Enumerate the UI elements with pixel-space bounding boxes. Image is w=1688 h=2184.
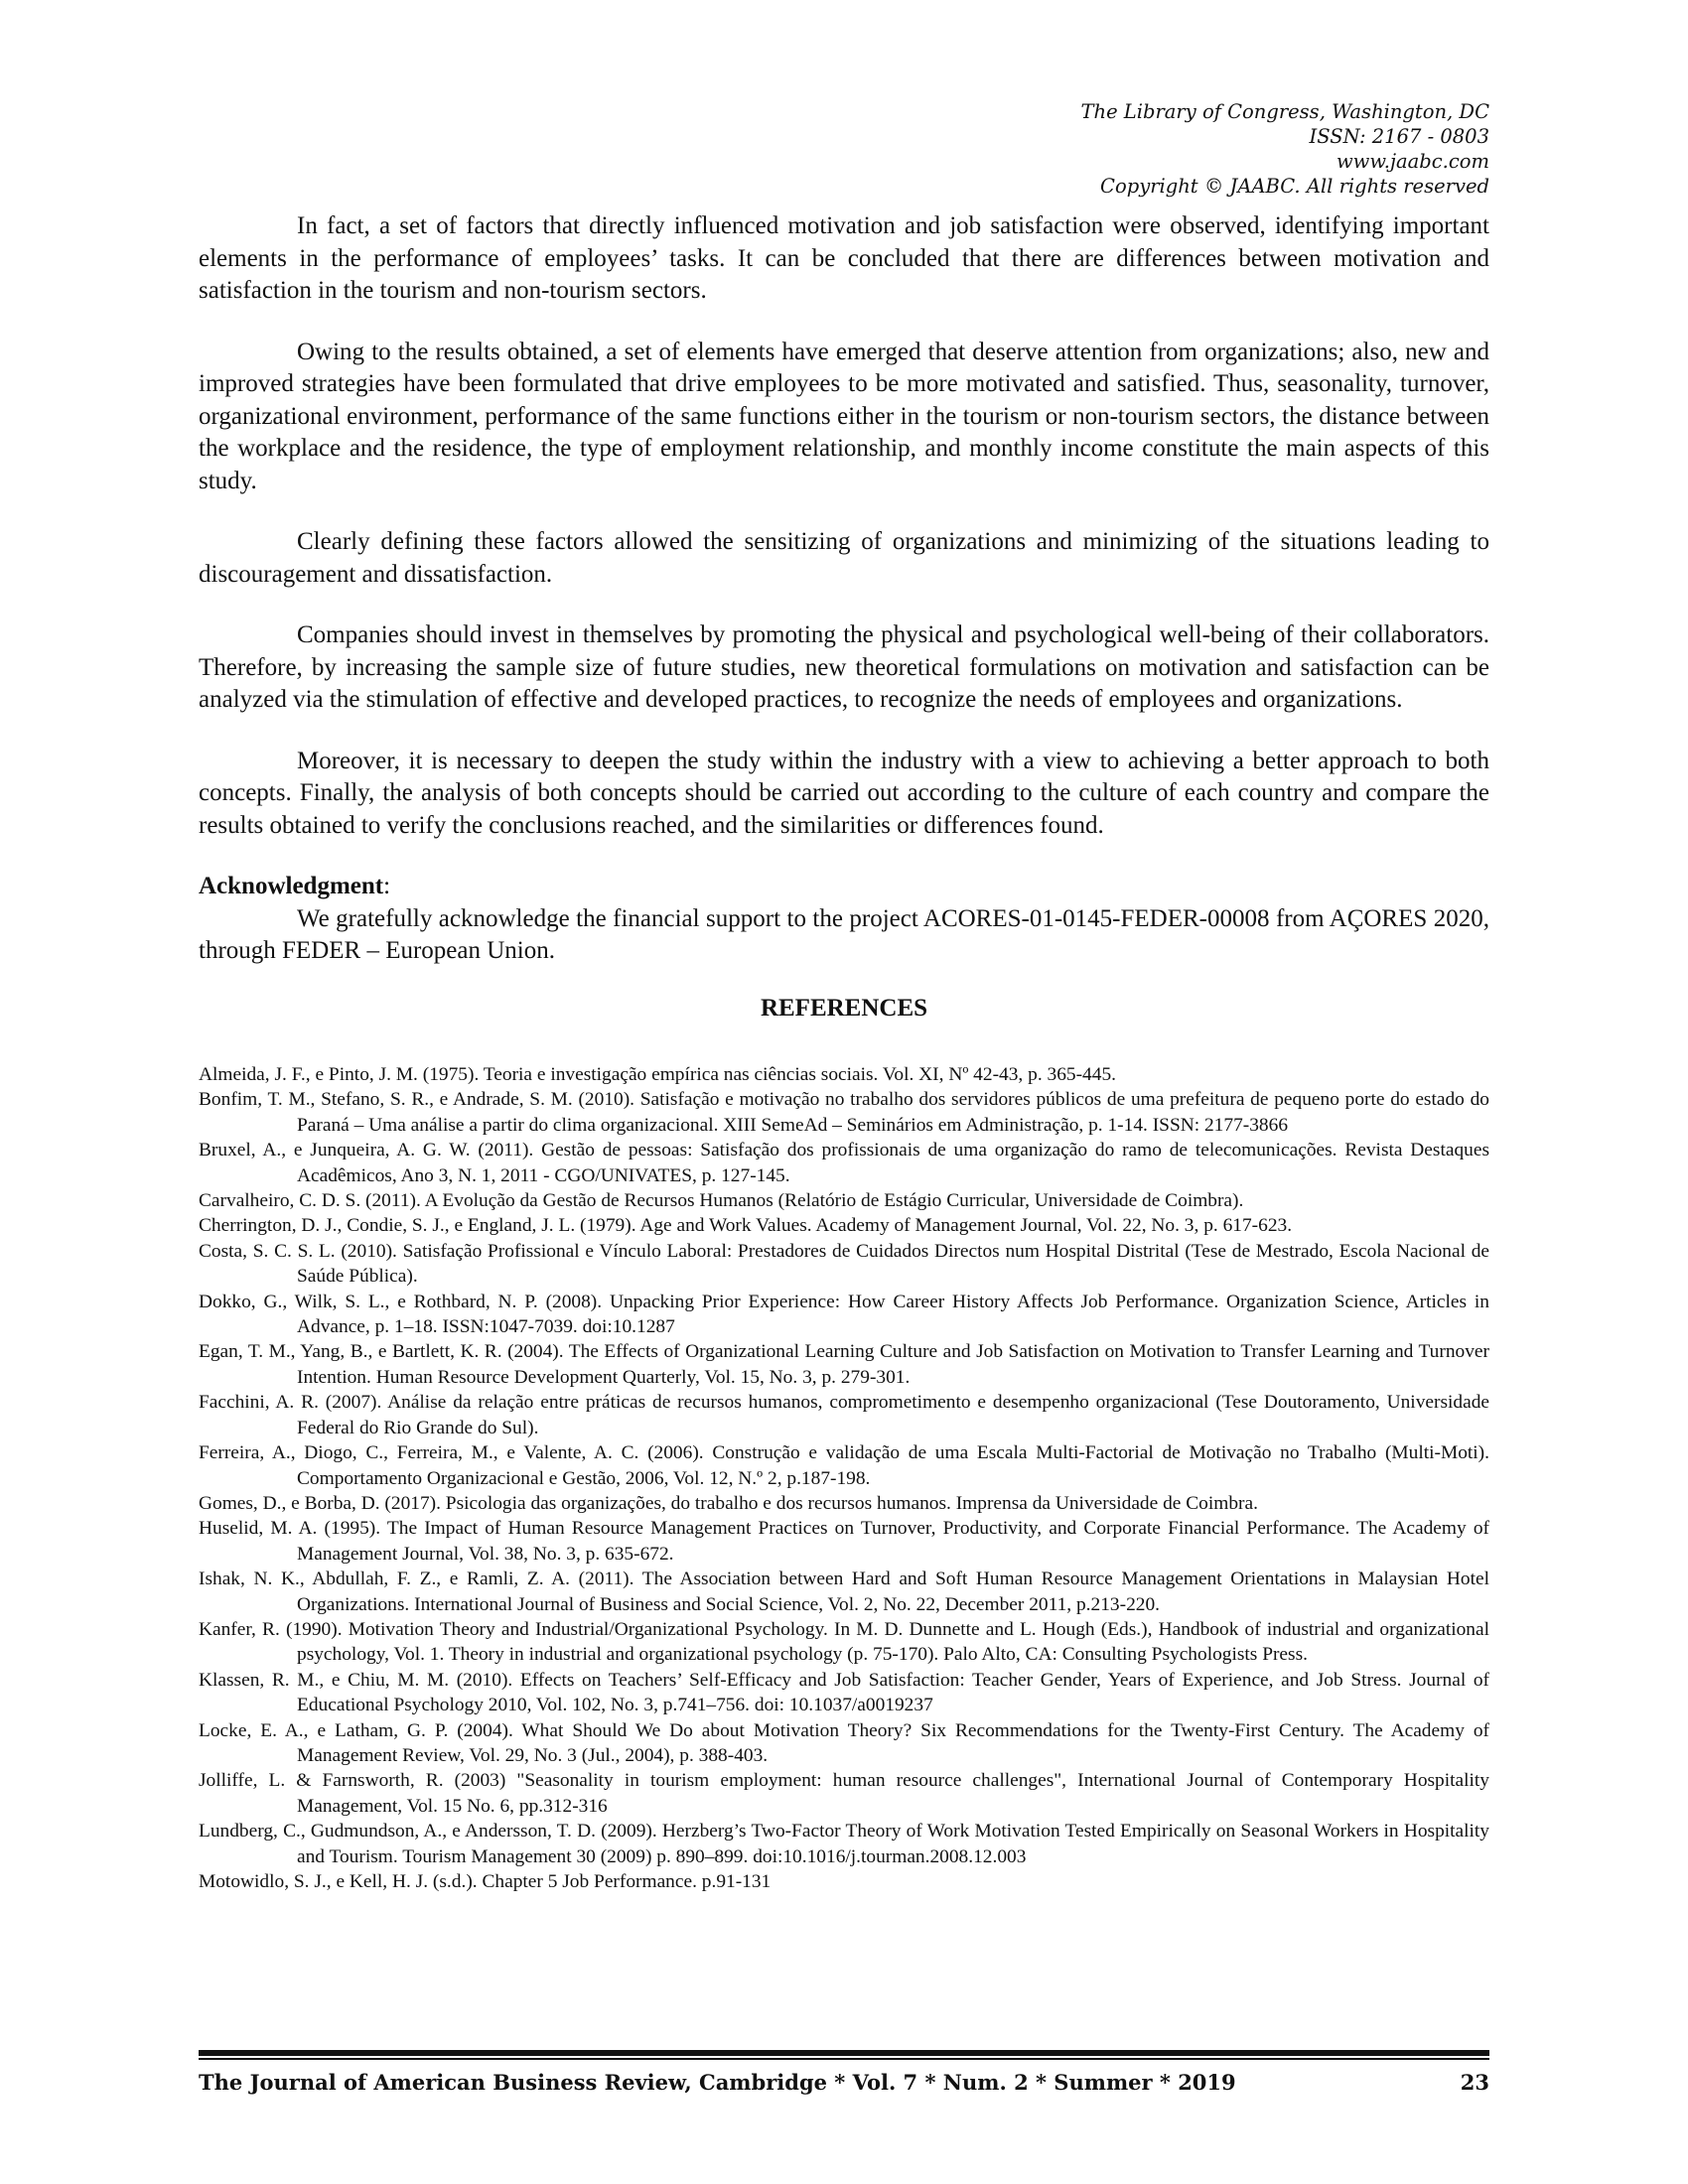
reference-item: Carvalheiro, C. D. S. (2011). A Evolução da Gestão de Recursos Humanos (Relatório de Estágio Curricular, Universidade de Coimbra). <box>199 1190 1244 1212</box>
footer-journal-info: The Journal of American Business Review, Cambridge * Vol. 7 * Num. 2 * Summer * 2019 <box>199 2070 1236 2095</box>
reference-item: Facchini, A. R. (2007). Análise da relação entre práticas de recursos humanos, comprometimento e desempenho organizacional (Tese Doutoramento, Universidade Federal do Rio Grande do Sul). <box>199 1392 1489 1438</box>
acknowledgment-title: Acknowledgment <box>199 873 384 899</box>
acknowledgment-heading <box>199 871 1489 903</box>
reference-item: Costa, S. C. S. L. (2010). Satisfação Profissional e Vínculo Laboral: Prestadores de Cuidados Directos num Hospital Distrital (Tese de Mestrado, Escola Nacional de Saúde Pública). <box>199 1240 1489 1288</box>
paragraph: Companies should invest in themselves by promoting the physical and psychological well-being of their collaborators. Therefore, by increasing the sample size of future studies, new theoretical formulations on motivation and satisfaction can be analyzed via the stimulation of effective and developed practices, to recognize the needs of employees and organizations. <box>199 621 1489 713</box>
paragraph: Moreover, it is necessary to deepen the study within the industry with a view to achieving a better approach to both concepts. Finally, the analysis of both concepts should be carried out according to the culture of each country and compare the results obtained to verify the conclusions reached, and the similarities or differences found. <box>199 747 1489 839</box>
reference-item: Lundberg, C., Gudmundson, A., e Andersson, T. D. (2009). Herzberg’s Two-Factor Theory of Work Motivation Tested Empirically on Seasonal Workers in Hospitality and Tourism. Tourism Management 30 (2009) p. 890–899. doi:10.1016/j.tourman.2008.12.003 <box>199 1821 1489 1867</box>
page-number: 23 <box>1460 2070 1489 2095</box>
reference-item: Bruxel, A., e Junqueira, A. G. W. (2011). Gestão de pessoas: Satisfação dos profissionais de uma organização do ramo de telecomunicações. Revista Destaques Acadêmicos, Ano 3, N. 1, 2011 - CGO/UNIVATES, p. 127-145. <box>199 1140 1489 1186</box>
reference-item: Klassen, R. M., e Chiu, M. M. (2010). Effects on Teachers’ Self-Efficacy and Job Satisfaction: Teacher Gender, Years of Experience, and Job Stress. Journal of Educational Psychology 2010, Vol. 102, No. 3, p.741–756. doi: 10.1037/a0019237 <box>199 1669 1489 1716</box>
body-text <box>199 210 1489 968</box>
reference-item: Locke, E. A., e Latham, G. P. (2004). What Should We Do about Motivation Theory? Six Recommendations for the Twenty-First Century. The Academy of Management Review, Vol. 29, No. 3 (Jul., 2004), p. 388-403. <box>199 1719 1489 1766</box>
references-list <box>199 1062 1489 1894</box>
acknowledgment-colon: : <box>383 873 391 899</box>
reference-item: Jolliffe, L. & Farnsworth, R. (2003) "Seasonality in tourism employment: human resource challenges", International Journal of Contemporary Hospitality Management, Vol. 15 No. 6, pp.312-316 <box>199 1770 1489 1817</box>
page-header <box>794 99 1489 199</box>
paragraph: In fact, a set of factors that directly influenced motivation and job satisfaction were observed, identifying important elements in the performance of employees’ tasks. It can be concluded that there are differences between motivation and satisfaction in the tourism and non-tourism sectors. <box>199 212 1489 304</box>
reference-item: Ishak, N. K., Abdullah, F. Z., e Ramli, Z. A. (2011). The Association between Hard and Soft Human Resource Management Orientations in Malaysian Hotel Organizations. International Journal of Business and Social Science, Vol. 2, No. 22, December 2011, p.213-220. <box>199 1569 1489 1615</box>
header-library: The Library of Congress, Washington, DC <box>1080 100 1489 123</box>
paragraph: Owing to the results obtained, a set of elements have emerged that deserve attention from organizations; also, new and improved strategies have been formulated that drive employees to be more motivated and satisfied. Thus, seasonality, turnover, organizational environment, performance of the same functions either in the tourism or non-tourism sectors, the distance between the workplace and the residence, the type of employment relationship, and monthly income constitute the main aspects of this study. <box>199 338 1489 494</box>
footer-rule-thin <box>199 2058 1489 2060</box>
header-issn: ISSN: 2167 - 0803 <box>1309 125 1489 148</box>
acknowledgment-text: We gratefully acknowledge the financial support to the project ACORES-01-0145-FEDER-00008 from AÇORES 2020, through FEDER – European Union. <box>199 904 1489 964</box>
reference-item: Huselid, M. A. (1995). The Impact of Human Resource Management Practices on Turnover, Productivity, and Corporate Financial Performance. The Academy of Management Journal, Vol. 38, No. 3, p. 635-672. <box>199 1518 1489 1565</box>
reference-item: Egan, T. M., Yang, B., e Bartlett, K. R. (2004). The Effects of Organizational Learning Culture and Job Satisfaction on Motivation to Transfer Learning and Turnover Intention. Human Resource Development Quarterly, Vol. 15, No. 3, p. 279-301. <box>199 1341 1489 1388</box>
header-copyright: Copyright © JAABC. All rights reserved <box>1100 175 1489 198</box>
paragraph: Clearly defining these factors allowed the sensitizing of organizations and minimizing of the situations leading to discouragement and dissatisfaction. <box>199 528 1489 588</box>
header-website: www.jaabc.com <box>1336 150 1489 173</box>
reference-item: Cherrington, D. J., Condie, S. J., e England, J. L. (1979). Age and Work Values. Academy of Management Journal, Vol. 22, No. 3, p. 617-623. <box>199 1215 1293 1237</box>
reference-item: Motowidlo, S. J., e Kell, H. J. (s.d.). Chapter 5 Job Performance. p.91-131 <box>199 1871 772 1892</box>
reference-item: Ferreira, A., Diogo, C., Ferreira, M., e Valente, A. C. (2006). Construção e validação de uma Escala Multi-Factorial de Motivação no Trabalho (Multi-Moti). Comportamento Organizacional e Gestão, 2006, Vol. 12, N.º 2, p.187-198. <box>199 1442 1489 1489</box>
reference-item: Almeida, J. F., e Pinto, J. M. (1975). Teoria e investigação empírica nas ciências sociais. Vol. XI, Nº 42-43, p. 365-445. <box>199 1064 1116 1085</box>
reference-item: Gomes, D., e Borba, D. (2017). Psicologia das organizações, do trabalho e dos recursos humanos. Imprensa da Universidade de Coimbra. <box>199 1492 1258 1514</box>
reference-item: Dokko, G., Wilk, S. L., e Rothbard, N. P. (2008). Unpacking Prior Experience: How Career History Affects Job Performance. Organization Science, Articles in Advance, p. 1–18. ISSN:1047-7039. doi:10.1287 <box>199 1291 1489 1338</box>
reference-item: Kanfer, R. (1990). Motivation Theory and Industrial/Organizational Psychology. In M. D. Dunnette and L. Hough (Eds.), Handbook of industrial and organizational psychology, Vol. 1. Theory in industrial and organizational psychology (p. 75-170). Palo Alto, CA: Consulting Psychologists Press. <box>199 1618 1489 1666</box>
footer-rule <box>199 2050 1489 2056</box>
references-title: REFERENCES <box>760 995 928 1022</box>
reference-item: Bonfim, T. M., Stefano, S. R., e Andrade, S. M. (2010). Satisfação e motivação no trabalho dos servidores públicos de uma prefeitura de pequeno porte do estado do Paraná – Uma análise a partir do clima organizacional. XIII SemeAd – Seminários em Administração, p. 1-14. ISSN: 2177-3866 <box>199 1089 1489 1136</box>
